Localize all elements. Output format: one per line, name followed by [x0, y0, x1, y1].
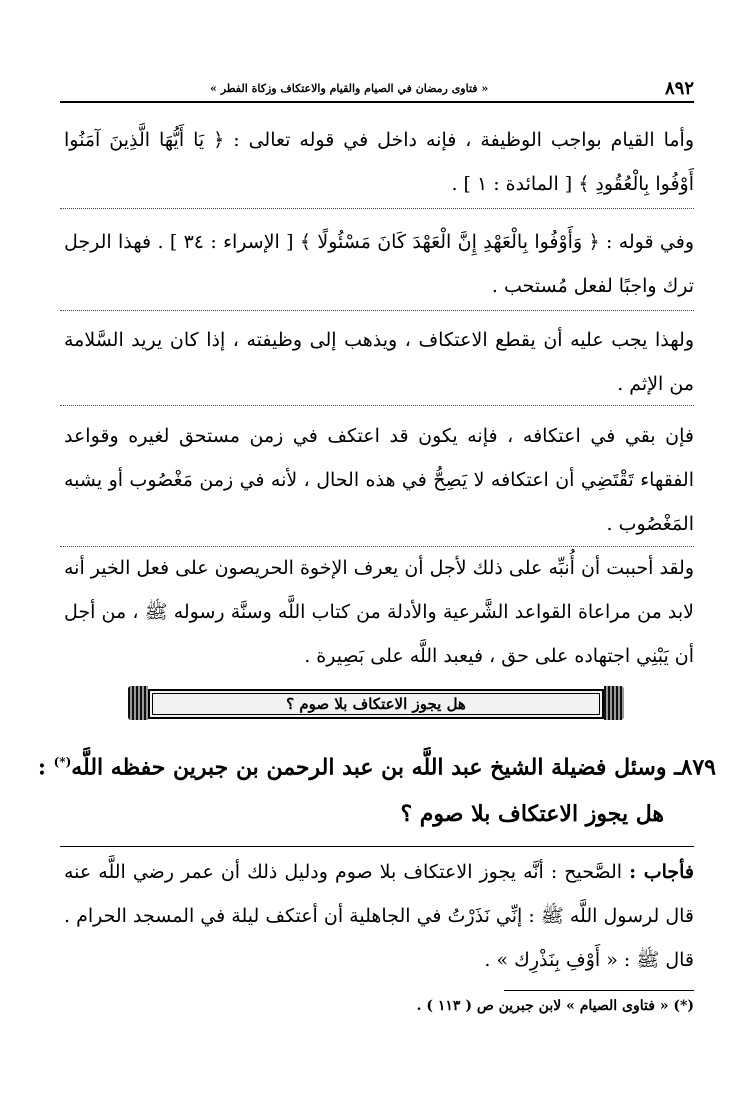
paragraph-5: ولقد أحببت أن أُنبِّه على ذلك لأجل أن يعرف الإخوة الحريصون على فعل الخير أنه لابد من مراعاة القواعد الشَّرعية والأدلة من كتاب اللَّه وسنَّة رسوله ﷺ ، من أجل أن يَبْنِي اجتهاده على حق ، فيعبد اللَّه على بَصِيرة . [64, 557, 694, 667]
paragraph-1: وأما القيام بواجب الوظيفة ، فإنه داخل في قوله تعالى : ﴿ يَا أَيُّهَا الَّذِينَ آمَنُوا أَوْفُوا بِالْعُقُودِ ﴾ [ المائدة : ١ ] . [64, 129, 694, 195]
banner-title: هل يجوز الاعتكاف بلا صوم ؟ [148, 689, 604, 719]
footnote: (*) « فتاوى الصيام » لابن جبرين ص ( ١١٣ ) . [416, 998, 694, 1014]
banner-ornament-right [604, 686, 624, 720]
running-title: « فتاوى رمضان في الصيام والقيام والاعتكاف وزكاة الفطر » [210, 82, 489, 95]
question-heading-colon: : [37, 754, 54, 781]
answer-text: الصَّحيح : أنَّه يجوز الاعتكاف بلا صوم ودليل ذلك أن عمر رضي اللَّه عنه قال لرسول اللَّه ﷺ : إنِّي نَذَرْتُ في الجاهلية أن أعتكف ليلة في المسجد الحرام . قال ﷺ : « أَوْفِ بِنَذْرِك » . [64, 861, 694, 971]
question-heading-text: ٨٧٩ـ وسئل فضيلة الشيخ عبد اللَّه بن عبد الرحمن بن جبرين حفظه اللَّه [71, 754, 716, 781]
page-header [60, 78, 694, 100]
paragraph-2: وفي قوله : ﴿ وَأَوْفُوا بِالْعَهْدِ إِنَّ الْعَهْدَ كَانَ مَسْئُولًا ﴾ [ الإسراء : ٣٤ ] . فهذا الرجل ترك واجبًا لفعل مُستحب . [64, 231, 694, 297]
header-rule [60, 101, 694, 103]
dotted-separator [60, 405, 694, 406]
footnote-marker: (*) [53, 755, 72, 769]
paragraph-4: فإن بقي في اعتكافه ، فإنه يكون قد اعتكف في زمن مستحق لغيره وقواعد الفقهاء تَقْتَضِي أن اعتكافه لا يَصِحُّ في هذه الحال ، لأنه في زمن مَغْصُوب أو يشبه المَغْصُوب . [64, 425, 694, 535]
dotted-separator [60, 208, 694, 209]
question-heading [36, 742, 716, 787]
question-text: هل يجوز الاعتكاف بلا صوم ؟ [400, 801, 664, 827]
banner-ornament-left [128, 686, 148, 720]
question-rule [60, 846, 694, 847]
footnote-rule [504, 990, 694, 991]
page-number: ٨٩٢ [664, 78, 694, 99]
section-banner [128, 686, 624, 720]
paragraph-3: ولهذا يجب عليه أن يقطع الاعتكاف ، ويذهب إلى وظيفته ، إذا كان يريد السَّلامة من الإثم . [64, 329, 694, 395]
answer-paragraph [64, 850, 694, 982]
dotted-separator [60, 310, 694, 311]
answer-lead: فأجاب : [629, 861, 694, 883]
